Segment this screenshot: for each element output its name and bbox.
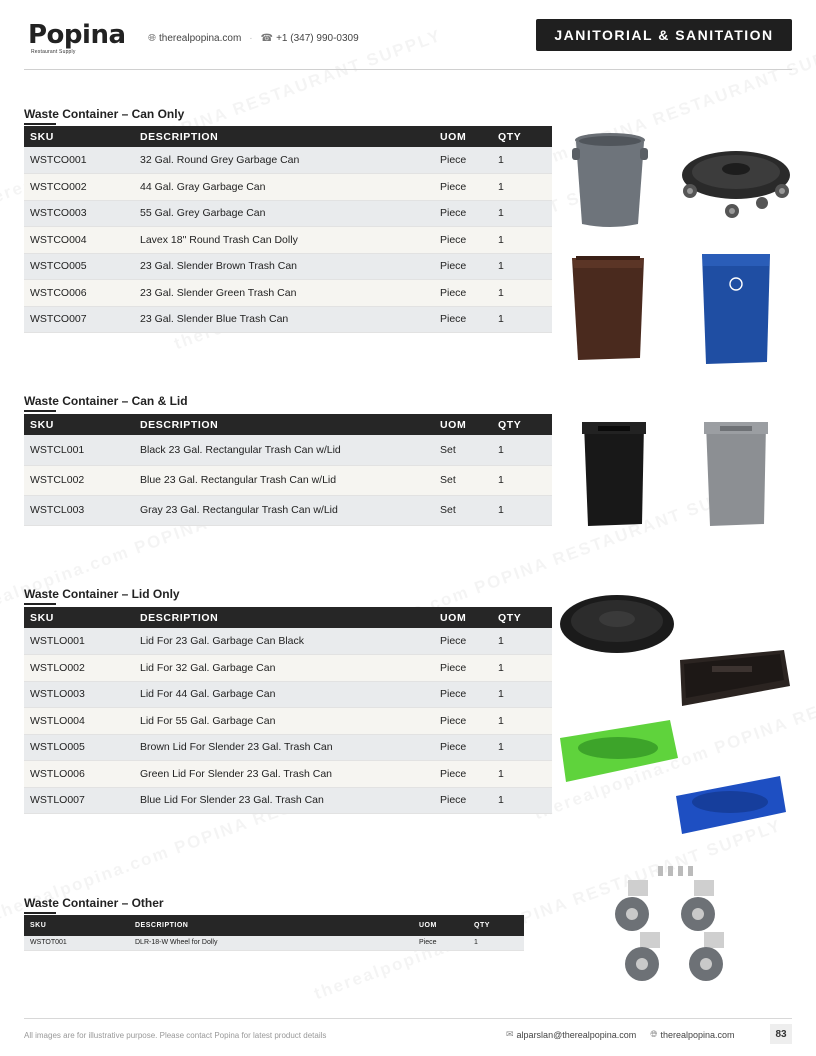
category-banner: JANITORIAL & SANITATION — [536, 19, 792, 51]
uom-cell: Piece — [434, 227, 492, 254]
uom-cell: Piece — [434, 200, 492, 227]
page-number: 83 — [770, 1024, 792, 1044]
dolly-caster-wheels-image — [610, 862, 730, 986]
column-header-description: DESCRIPTION — [134, 414, 434, 435]
table-row — [24, 435, 552, 465]
section-title: Waste Container – Can & Lid — [24, 394, 188, 412]
table-row — [24, 681, 552, 708]
section-title: Waste Container – Lid Only — [24, 587, 180, 605]
table-header-row — [24, 414, 552, 435]
uom-cell: Piece — [434, 306, 492, 333]
grey-round-garbage-can-image — [570, 130, 650, 230]
sku-cell: WSTCO002 — [24, 174, 134, 201]
product-table-can-and-lid — [24, 414, 552, 526]
qty-cell: 1 — [492, 681, 552, 708]
footer-divider — [24, 1018, 792, 1019]
sku-cell: WSTLO005 — [24, 734, 134, 761]
qty-cell: 1 — [492, 655, 552, 682]
description-cell: Gray 23 Gal. Rectangular Trash Can w/Lid — [134, 495, 434, 525]
phone-icon: ☎ — [260, 33, 274, 44]
uom-cell: Piece — [434, 708, 492, 735]
description-cell: 32 Gal. Round Grey Garbage Can — [134, 147, 434, 174]
uom-cell: Set — [434, 435, 492, 465]
logo-tagline: Restaurant Supply — [31, 49, 76, 55]
qty-cell: 1 — [492, 174, 552, 201]
sku-cell: WSTOT001 — [24, 936, 129, 950]
description-cell: Blue Lid For Slender 23 Gal. Trash Can — [134, 787, 434, 814]
separator-dot: · — [249, 33, 253, 44]
page-header — [0, 0, 816, 70]
uom-cell: Piece — [434, 655, 492, 682]
qty-cell: 1 — [468, 936, 524, 950]
description-cell: Black 23 Gal. Rectangular Trash Can w/Lid — [134, 435, 434, 465]
column-header-qty: QTY — [468, 915, 524, 936]
description-cell: 23 Gal. Slender Blue Trash Can — [134, 306, 434, 333]
gray-rectangular-trash-can-image — [702, 420, 770, 528]
column-header-description: DESCRIPTION — [134, 607, 434, 628]
trash-can-dolly-image — [680, 145, 792, 221]
footer-email-link[interactable]: alparslan@therealpopina.com — [516, 1029, 637, 1040]
qty-cell: 1 — [492, 708, 552, 735]
description-cell: Lid For 44 Gal. Garbage Can — [134, 681, 434, 708]
blue-slender-trash-can-image — [700, 250, 772, 366]
description-cell: 23 Gal. Slender Green Trash Can — [134, 280, 434, 307]
table-row — [24, 465, 552, 495]
black-rectangular-trash-can-image — [580, 420, 648, 528]
logo — [28, 22, 126, 55]
qty-cell: 1 — [492, 280, 552, 307]
table-row — [24, 495, 552, 525]
product-table-lid-only — [24, 607, 552, 814]
table-row — [24, 253, 552, 280]
column-header-uom: UOM — [434, 414, 492, 435]
black-round-lid-image — [558, 590, 676, 656]
table-row — [24, 761, 552, 788]
column-header-sku: SKU — [24, 414, 134, 435]
table-row — [24, 734, 552, 761]
qty-cell: 1 — [492, 628, 552, 655]
sku-cell: WSTLO006 — [24, 761, 134, 788]
sku-cell: WSTCO004 — [24, 227, 134, 254]
globe-icon: 🌐︎ — [650, 1029, 658, 1039]
header-contact — [148, 33, 359, 44]
brown-swing-lid-image — [672, 646, 792, 714]
uom-cell: Piece — [434, 681, 492, 708]
column-header-qty: QTY — [492, 126, 552, 147]
table-row — [24, 708, 552, 735]
column-header-qty: QTY — [492, 607, 552, 628]
table-row — [24, 200, 552, 227]
sku-cell: WSTLO002 — [24, 655, 134, 682]
description-cell: Brown Lid For Slender 23 Gal. Trash Can — [134, 734, 434, 761]
column-header-uom: UOM — [434, 607, 492, 628]
uom-cell: Piece — [434, 253, 492, 280]
globe-icon: 🌐︎ — [148, 33, 156, 44]
column-header-uom: UOM — [434, 126, 492, 147]
uom-cell: Piece — [434, 734, 492, 761]
sku-cell: WSTCO003 — [24, 200, 134, 227]
uom-cell: Set — [434, 495, 492, 525]
table-header-row — [24, 607, 552, 628]
description-cell: 55 Gal. Grey Garbage Can — [134, 200, 434, 227]
column-header-qty: QTY — [492, 414, 552, 435]
table-row — [24, 936, 524, 950]
sku-cell: WSTLO004 — [24, 708, 134, 735]
table-row — [24, 628, 552, 655]
footer-disclaimer: All images are for illustrative purpose. Please contact Popina for latest product details — [24, 1031, 327, 1040]
uom-cell: Piece — [413, 936, 468, 950]
product-table-other — [24, 915, 524, 951]
table-row — [24, 787, 552, 814]
qty-cell: 1 — [492, 465, 552, 495]
sku-cell: WSTCO005 — [24, 253, 134, 280]
qty-cell: 1 — [492, 761, 552, 788]
uom-cell: Set — [434, 465, 492, 495]
table-row — [24, 280, 552, 307]
qty-cell: 1 — [492, 495, 552, 525]
description-cell: Blue 23 Gal. Rectangular Trash Can w/Lid — [134, 465, 434, 495]
sku-cell: WSTCO007 — [24, 306, 134, 333]
table-row — [24, 227, 552, 254]
qty-cell: 1 — [492, 200, 552, 227]
column-header-sku: SKU — [24, 126, 134, 147]
description-cell: Lavex 18" Round Trash Can Dolly — [134, 227, 434, 254]
column-header-uom: UOM — [413, 915, 468, 936]
sku-cell: WSTCL003 — [24, 495, 134, 525]
uom-cell: Piece — [434, 147, 492, 174]
sku-cell: WSTLO003 — [24, 681, 134, 708]
brown-slender-trash-can-image — [568, 252, 648, 364]
column-header-description: DESCRIPTION — [129, 915, 413, 936]
table-header-row — [24, 915, 524, 936]
green-slender-lid-image — [556, 716, 680, 786]
qty-cell: 1 — [492, 734, 552, 761]
description-cell: Lid For 23 Gal. Garbage Can Black — [134, 628, 434, 655]
header-divider — [24, 69, 792, 70]
qty-cell: 1 — [492, 253, 552, 280]
qty-cell: 1 — [492, 227, 552, 254]
qty-cell: 1 — [492, 306, 552, 333]
sku-cell: WSTCO006 — [24, 280, 134, 307]
sku-cell: WSTLO007 — [24, 787, 134, 814]
uom-cell: Piece — [434, 174, 492, 201]
description-cell: 23 Gal. Slender Brown Trash Can — [134, 253, 434, 280]
table-row — [24, 655, 552, 682]
table-row — [24, 147, 552, 174]
column-header-description: DESCRIPTION — [134, 126, 434, 147]
sku-cell: WSTLO001 — [24, 628, 134, 655]
uom-cell: Piece — [434, 787, 492, 814]
header-website-link[interactable]: therealpopina.com — [159, 33, 242, 44]
column-header-sku: SKU — [24, 607, 134, 628]
logo-wordmark: Popina — [28, 20, 126, 50]
description-cell: Green Lid For Slender 23 Gal. Trash Can — [134, 761, 434, 788]
table-header-row — [24, 126, 552, 147]
footer-website-link[interactable]: therealpopina.com — [660, 1029, 735, 1040]
uom-cell: Piece — [434, 628, 492, 655]
sku-cell: WSTCL001 — [24, 435, 134, 465]
column-header-sku: SKU — [24, 915, 129, 936]
qty-cell: 1 — [492, 435, 552, 465]
section-title: Waste Container – Can Only — [24, 107, 184, 125]
header-phone-link[interactable]: +1 (347) 990-0309 — [276, 33, 359, 44]
section-title: Waste Container – Other — [24, 896, 164, 914]
qty-cell: 1 — [492, 787, 552, 814]
product-table-can-only — [24, 126, 552, 333]
description-cell: 44 Gal. Gray Garbage Can — [134, 174, 434, 201]
mail-icon: ✉ — [506, 1029, 514, 1039]
uom-cell: Piece — [434, 280, 492, 307]
qty-cell: 1 — [492, 147, 552, 174]
table-row — [24, 174, 552, 201]
description-cell: Lid For 32 Gal. Garbage Can — [134, 655, 434, 682]
uom-cell: Piece — [434, 761, 492, 788]
description-cell: Lid For 55 Gal. Garbage Can — [134, 708, 434, 735]
description-cell: DLR-18-W Wheel for Dolly — [129, 936, 413, 950]
sku-cell: WSTCL002 — [24, 465, 134, 495]
table-row — [24, 306, 552, 333]
blue-slender-lid-image — [672, 772, 788, 838]
sku-cell: WSTCO001 — [24, 147, 134, 174]
footer-contact — [506, 1029, 735, 1040]
